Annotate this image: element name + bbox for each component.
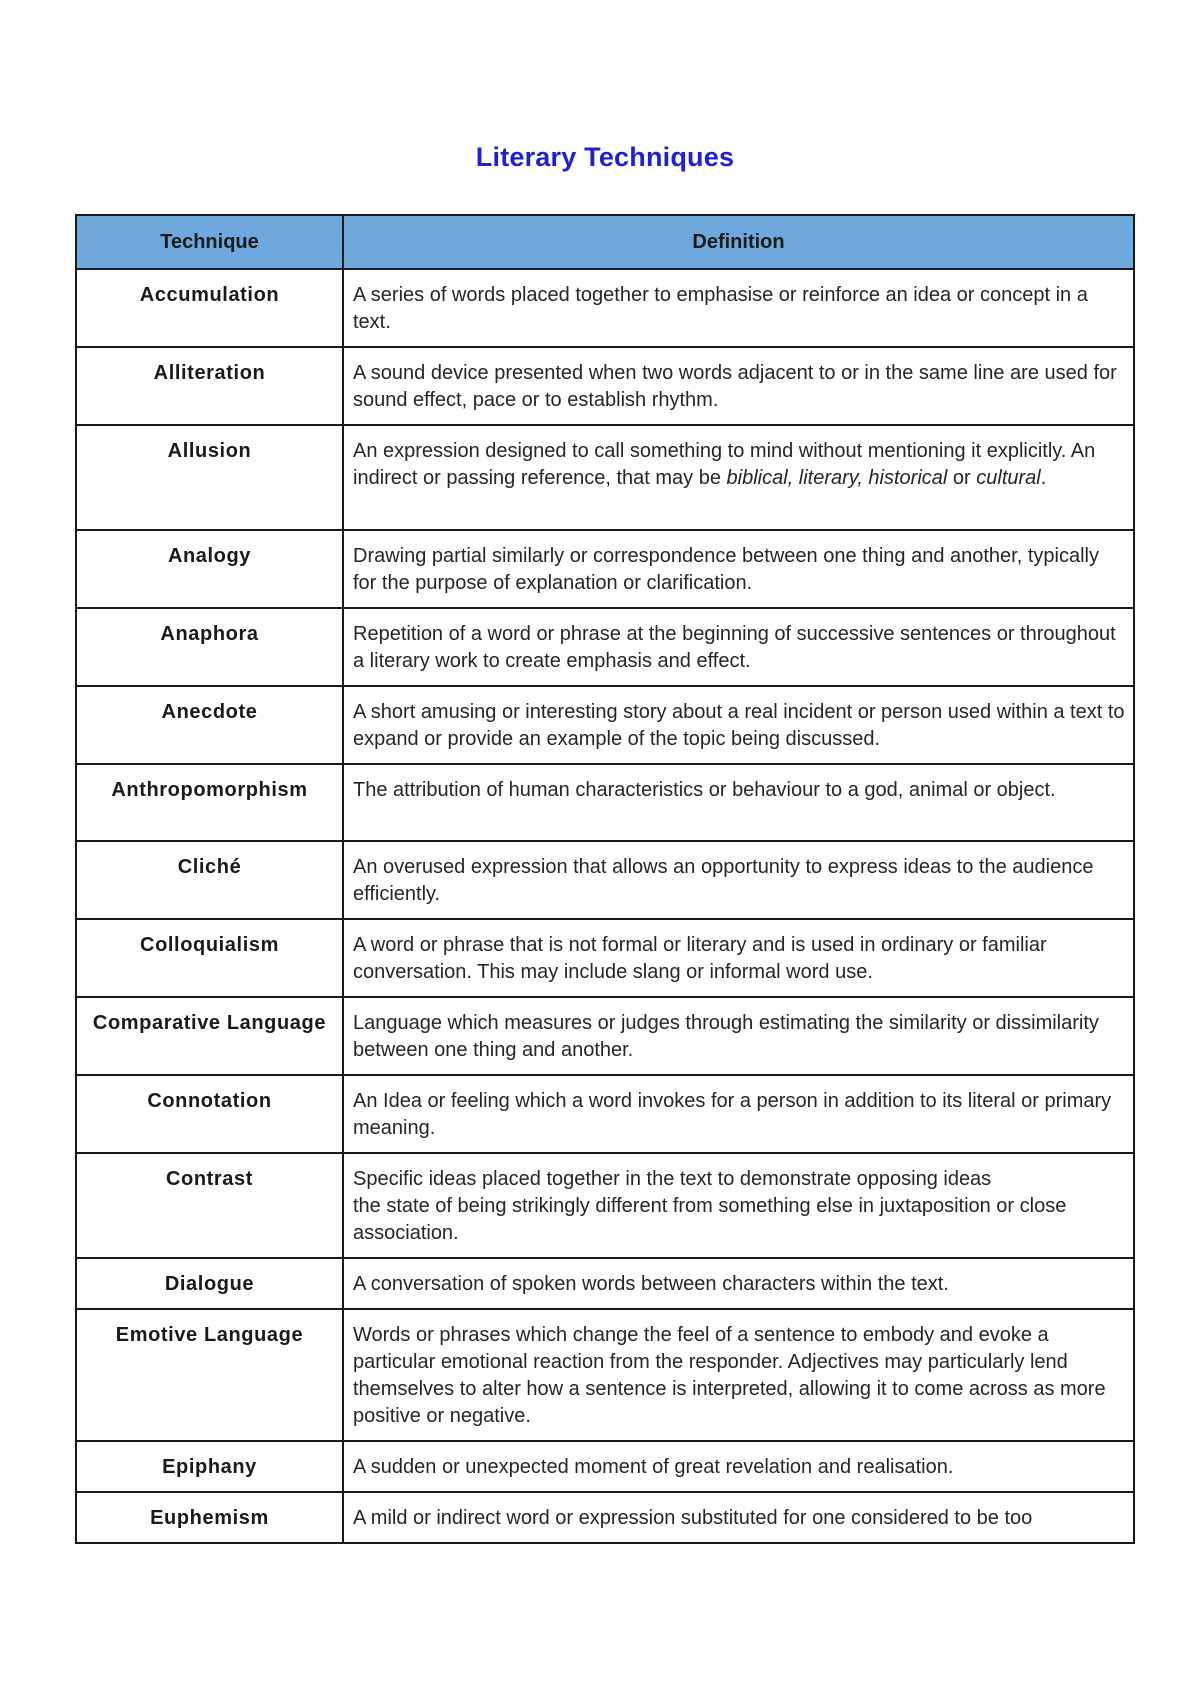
technique-term: Euphemism xyxy=(76,1492,343,1543)
table-row xyxy=(76,530,1134,608)
technique-term: Colloquialism xyxy=(76,919,343,997)
page-title: Literary Techniques xyxy=(475,142,735,172)
technique-definition: A short amusing or interesting story about a real incident or person used within a text to expand or provide an example of the topic being discussed. xyxy=(343,686,1134,764)
table-row xyxy=(76,269,1134,347)
techniques-table xyxy=(75,214,1135,1544)
technique-definition: Repetition of a word or phrase at the beginning of successive sentences or throughout a literary work to create emphasis and effect. xyxy=(343,608,1134,686)
technique-definition: An overused expression that allows an opportunity to express ideas to the audience efficiently. xyxy=(343,841,1134,919)
technique-term: Accumulation xyxy=(76,269,343,347)
definition-emphasis: biblical, literary, historical xyxy=(726,467,948,489)
technique-term: Comparative Language xyxy=(76,997,343,1075)
header-technique: Technique xyxy=(76,215,343,269)
table-row xyxy=(76,1492,1134,1543)
definition-text: . xyxy=(1040,467,1047,489)
table-row xyxy=(76,425,1134,530)
definition-emphasis: cultural xyxy=(976,467,1041,489)
technique-definition: A series of words placed together to emphasise or reinforce an idea or concept in a text. xyxy=(343,269,1134,347)
technique-definition: A sound device presented when two words adjacent to or in the same line are used for sound effect, pace or to establish rhythm. xyxy=(343,347,1134,425)
technique-definition xyxy=(343,1153,1134,1258)
definition-text: or xyxy=(947,467,977,489)
technique-definition: Language which measures or judges through estimating the similarity or dissimilarity between one thing and another. xyxy=(343,997,1134,1075)
table-row xyxy=(76,1309,1134,1441)
table-row xyxy=(76,764,1134,841)
table-row xyxy=(76,1075,1134,1153)
table-row xyxy=(76,841,1134,919)
technique-definition: A word or phrase that is not formal or literary and is used in ordinary or familiar conversation. This may include slang or informal word use. xyxy=(343,919,1134,997)
table-row xyxy=(76,1153,1134,1258)
table-row xyxy=(76,347,1134,425)
definition-line: the state of being strikingly different from something else in juxtaposition or close association. xyxy=(353,1195,1067,1244)
table-header-row xyxy=(76,215,1134,269)
technique-term: Alliteration xyxy=(76,347,343,425)
definition-text: An expression designed to call something to mind without mentioning it explicitly. An indirect or passing reference, that may be xyxy=(353,440,1096,489)
technique-term: Epiphany xyxy=(76,1441,343,1492)
table-row xyxy=(76,1441,1134,1492)
table-row xyxy=(76,997,1134,1075)
technique-term: Contrast xyxy=(76,1153,343,1258)
technique-definition: An Idea or feeling which a word invokes for a person in addition to its literal or primary meaning. xyxy=(343,1075,1134,1153)
table-row xyxy=(76,686,1134,764)
technique-term: Anecdote xyxy=(76,686,343,764)
technique-definition: Drawing partial similarly or correspondence between one thing and another, typically for the purpose of explanation or clarification. xyxy=(343,530,1134,608)
technique-definition xyxy=(343,425,1134,530)
technique-definition: The attribution of human characteristics or behaviour to a god, animal or object. xyxy=(343,764,1134,841)
technique-term: Allusion xyxy=(76,425,343,530)
technique-term: Cliché xyxy=(76,841,343,919)
technique-term: Dialogue xyxy=(76,1258,343,1309)
table-row xyxy=(76,1258,1134,1309)
technique-term: Analogy xyxy=(76,530,343,608)
technique-term: Connotation xyxy=(76,1075,343,1153)
definition-line: Specific ideas placed together in the text to demonstrate opposing ideas xyxy=(353,1168,992,1190)
header-definition: Definition xyxy=(343,215,1134,269)
technique-definition: A mild or indirect word or expression substituted for one considered to be too xyxy=(343,1492,1134,1543)
technique-term: Anthropomorphism xyxy=(76,764,343,841)
table-row xyxy=(76,608,1134,686)
table-row xyxy=(76,919,1134,997)
technique-term: Emotive Language xyxy=(76,1309,343,1441)
technique-term: Anaphora xyxy=(76,608,343,686)
technique-definition: A conversation of spoken words between characters within the text. xyxy=(343,1258,1134,1309)
technique-definition: Words or phrases which change the feel of a sentence to embody and evoke a particular emotional reaction from the responder. Adjectives may particularly lend themselves to alter how a sentence is interpreted, allowing it to come across as more positive or negative. xyxy=(343,1309,1134,1441)
technique-definition: A sudden or unexpected moment of great revelation and realisation. xyxy=(343,1441,1134,1492)
